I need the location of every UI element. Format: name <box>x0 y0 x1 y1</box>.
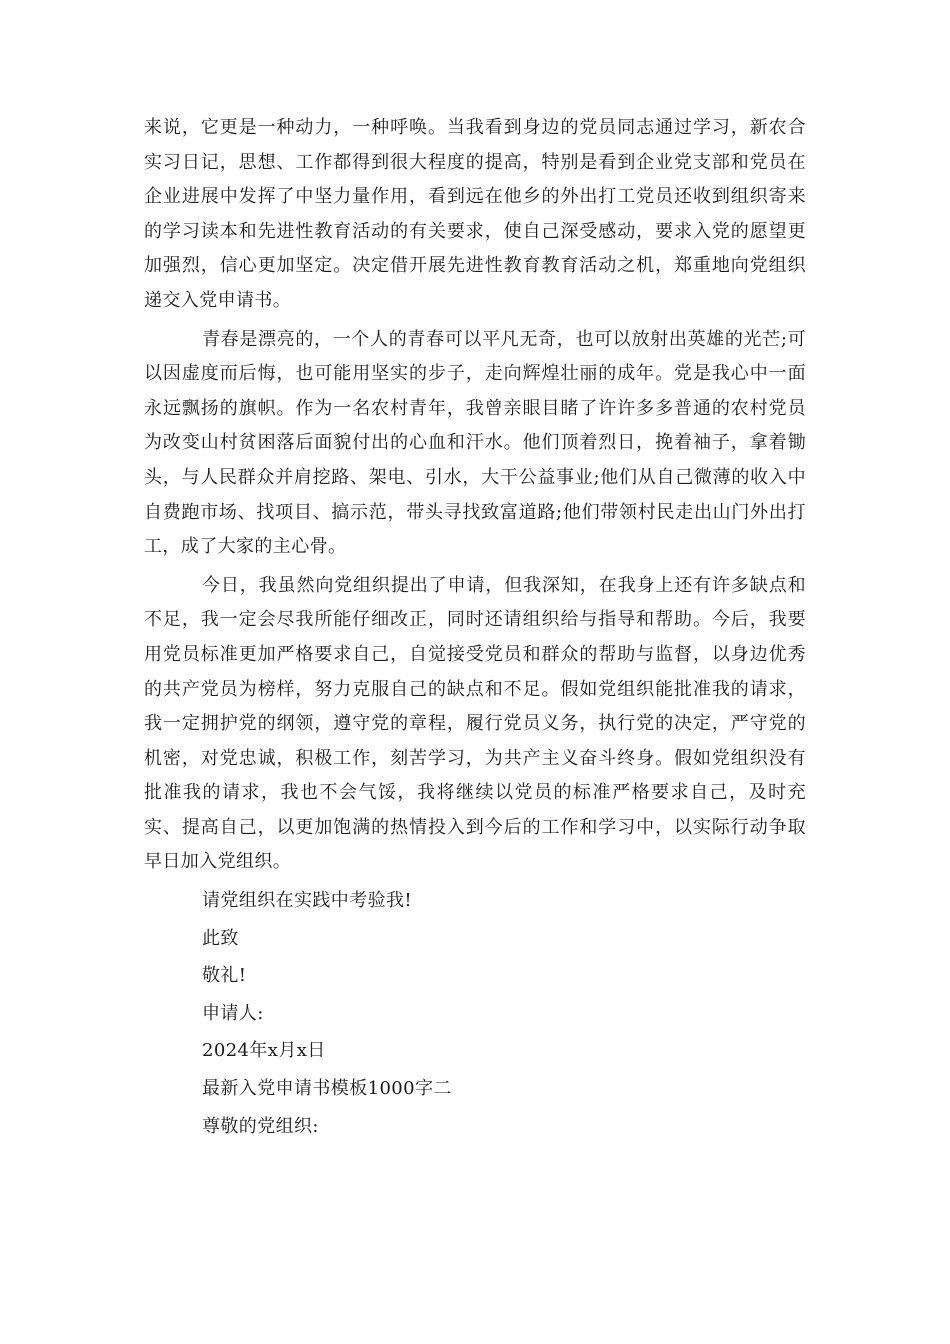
date-line: 2024年x月x日 <box>202 1040 326 1062</box>
greeting-line: 尊敬的党组织: <box>202 1115 319 1137</box>
salutation-cizhi: 此致 <box>202 927 239 949</box>
next-template-title: 最新入党申请书模板1000字二 <box>202 1078 452 1100</box>
salutation-jingli: 敬礼! <box>202 965 247 987</box>
applicant-label: 申请人: <box>202 1002 264 1024</box>
paragraph-youth: 青春是漂亮的，一个人的青春可以平凡无奇，也可以放射出英雄的光芒;可以因虚度而后悔，也可能用坚实的步子，走向辉煌壮丽的成年。党是我心中一面永远飘扬的旗帜。作为一名农村青年，我曾亲眼目睹了许许多多普通的农村党员为改变山村贫困落后面貌付出的心血和汗水。他们顶着烈日，挽着袖子，拿着锄头，与人民群众并肩挖路、架电、引水，大干公益事业;他们从自己微薄的收入中自费跑市场、找项目、搞示范，带头寻找致富道路;他们带领村民走出山门外出打工，成了大家的主心骨。 <box>144 328 806 558</box>
document-page <box>144 111 806 1144</box>
paragraph-continuation: 来说，它更是一种动力，一种呼唤。当我看到身边的党员同志通过学习，新农合实习日记，思想、工作都得到很大程度的提高，特别是看到企业党支部和党员在企业进展中发挥了中坚力量作用，看到远在他乡的外出打工党员还收到组织寄来的学习读本和先进性教育活动的有关要求，使自己深受感动，要求入党的愿望更加强烈，信心更加坚定。决定借开展先进性教育教育活动之机，郑重地向党组织递交入党申请书。 <box>144 117 806 311</box>
closing-request-line: 请党组织在实践中考验我! <box>202 890 413 912</box>
closing-block <box>144 884 806 1144</box>
paragraph-commitment: 今日，我虽然向党组织提出了申请，但我深知，在我身上还有许多缺点和不足，我一定会尽我所能仔细改正，同时还请组织给与指导和帮助。今后，我要用党员标准更加严格要求自己，自觉接受党员和群众的帮助与监督，以身边优秀的共产党员为榜样，努力克服自己的缺点和不足。假如党组织能批准我的请求，我一定拥护党的纲领，遵守党的章程，履行党员义务，执行党的决定，严守党的机密，对党忠诚，积极工作，刻苦学习，为共产主义奋斗终身。假如党组织没有批准我的请求，我也不会气馁，我将继续以党员的标准严格要求自己，及时充实、提高自己，以更加饱满的热情投入到今后的工作和学习中，以实际行动争取早日加入党组织。 <box>144 574 806 873</box>
